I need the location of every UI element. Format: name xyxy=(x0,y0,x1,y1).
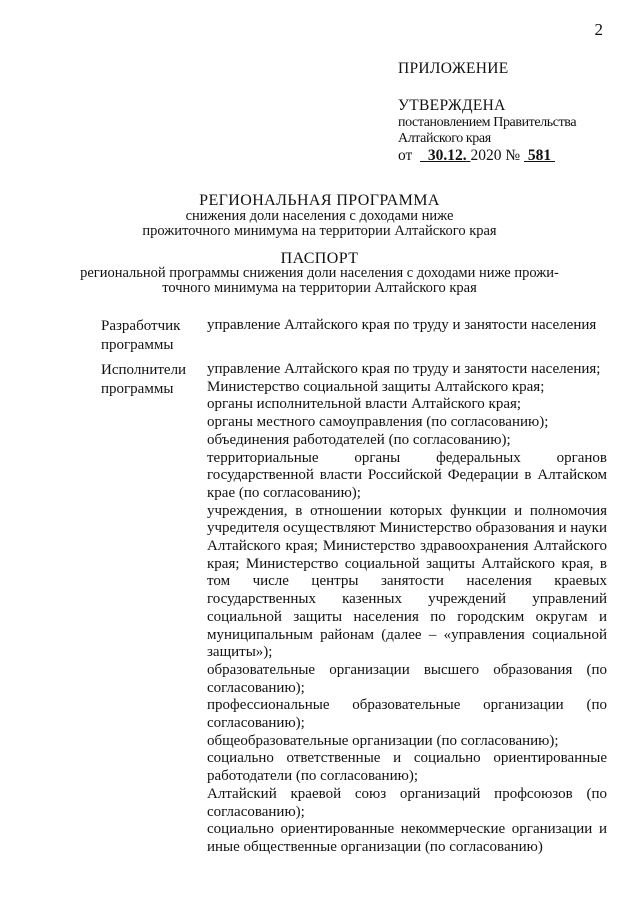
resolution-year: 2020 xyxy=(470,147,502,164)
executor-item: территориальные органы федеральных органов государственной власти Российской Федерации в Алтайском крае (по согласованию); xyxy=(207,449,607,501)
resolution-number: 581 xyxy=(527,147,552,164)
program-title: РЕГИОНАЛЬНАЯ ПРОГРАММА xyxy=(199,192,440,209)
executor-item: профессиональные образовательные организации (по согласованию); xyxy=(207,697,607,732)
executor-item: учреждения, в отношении которых функции и полномочия учредителя осуществляют Министерство образования и науки Алтайского края; Министерство здравоохранения Алтайского края; Министерство социальной защиты Алтайского края, в том числе центры занятости населения краевых государственных казенных учреждений управлений социальной защиты населения по городским округам и муниципальным районам (далее – «управления социальной защиты»); xyxy=(207,502,607,661)
resolution-date: 30.12. xyxy=(427,147,467,164)
executor-item: социально ответственные и социально ориентированные работодатели (по согласованию); xyxy=(207,750,607,785)
executor-item: Министерство социальной защиты Алтайского края; xyxy=(207,378,545,395)
executor-item: органы исполнительной власти Алтайского края; xyxy=(207,396,522,413)
passport-title: ПАСПОРТ xyxy=(280,250,359,267)
date-prefix: от xyxy=(398,147,413,164)
executor-item: общеобразовательные организации (по согласованию); xyxy=(207,732,559,749)
program-subtitle: снижения доли населения с доходами ниже прожиточного минимума на территории Алтайского края xyxy=(142,208,497,239)
executor-item: Алтайский краевой союз организаций профсоюзов (по согласованию); xyxy=(207,785,607,820)
developer-label: Разработчик программы xyxy=(101,318,181,353)
executors-value xyxy=(207,361,607,857)
approved-heading: УТВЕРЖДЕНА xyxy=(398,97,506,114)
executor-item: образовательные организации высшего образования (по согласованию); xyxy=(207,661,607,696)
number-prefix: № xyxy=(505,147,521,164)
executor-item: социально ориентированные некоммерческие организации и иные общественные организации (по согласованию) xyxy=(207,821,607,855)
executors-label: Исполнители программы xyxy=(101,362,187,397)
developer-value: управление Алтайского края по труду и занятости населения xyxy=(207,317,597,333)
executor-item: управление Алтайского края по труду и занятости населения; xyxy=(207,361,601,377)
executor-item: органы местного самоуправления (по согласованию); xyxy=(207,414,549,431)
resolution-line: постановлением Правительства xyxy=(398,115,577,130)
passport-subtitle: региональной программы снижения доли населения с доходами ниже прожи- точного минимума на территории Алтайского края xyxy=(80,265,559,296)
government-line: Алтайского края xyxy=(398,131,491,146)
page-number: 2 xyxy=(594,20,603,39)
resolution-date-number xyxy=(398,147,628,165)
executor-item: объединения работодателей (по согласованию); xyxy=(207,431,511,448)
appendix-heading: ПРИЛОЖЕНИЕ xyxy=(398,60,509,77)
approval-block xyxy=(398,60,628,165)
